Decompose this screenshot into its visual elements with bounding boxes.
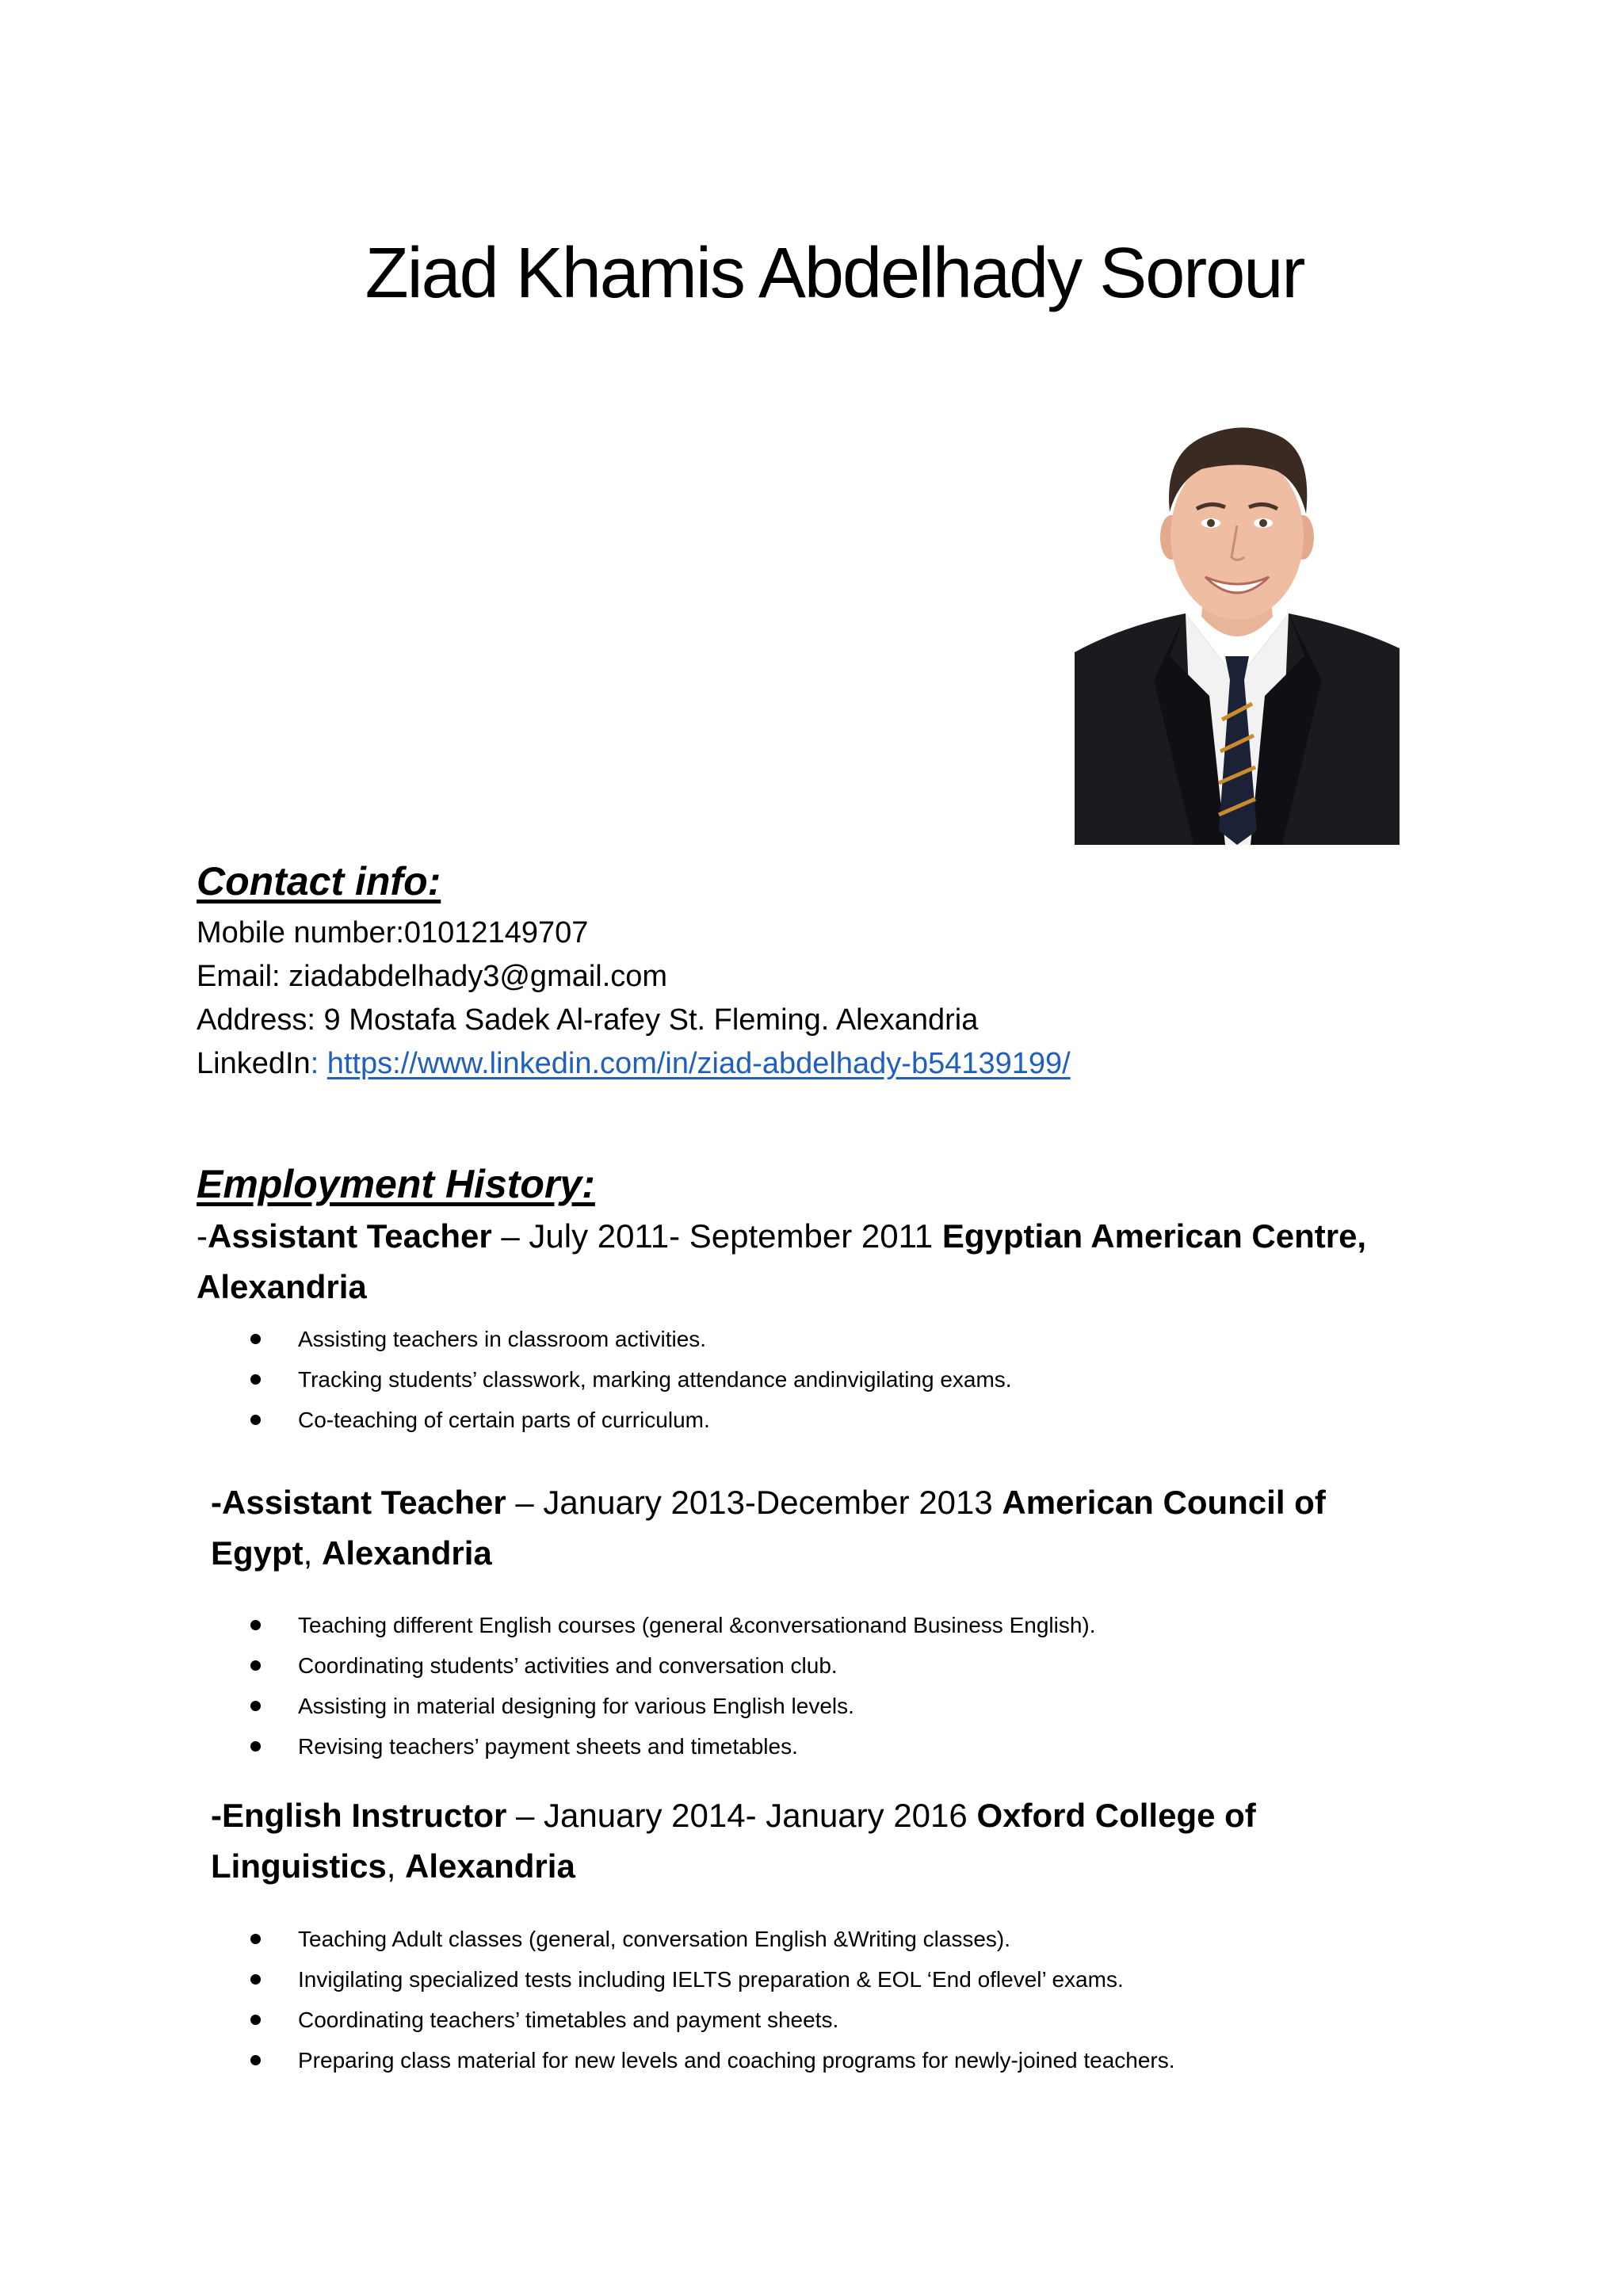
portrait-image	[1075, 418, 1400, 845]
job-org-separator: ,	[303, 1534, 323, 1572]
contact-heading: Contact info:	[197, 859, 441, 904]
job-city: Alexandria	[405, 1847, 575, 1885]
linkedin-link[interactable]: https://www.linkedin.com/in/ziad-abdelhady-b54139199/	[327, 1047, 1071, 1080]
list-item: Teaching different English courses (general &conversationand Business English).	[0, 1605, 1096, 1645]
job-dates: – January 2014- January 2016	[506, 1797, 977, 1834]
profile-photo	[1075, 418, 1400, 845]
job-organization: Egyptian American Centre, Alexandria	[197, 1217, 1367, 1305]
list-item: Tracking students’ classwork, marking attendance andinvigilating exams.	[0, 1359, 1012, 1400]
list-item: Invigilating specialized tests including IELTS preparation & EOL ‘End oflevel’ exams.	[0, 1959, 1175, 2000]
job-title: English Instructor	[222, 1797, 507, 1834]
list-item: Preparing class material for new levels and coaching programs for newly-joined teachers.	[0, 2040, 1175, 2080]
list-item: Coordinating students’ activities and conversation club.	[0, 1645, 1096, 1686]
contact-email: Email: ziadabdelhady3@gmail.com	[197, 960, 668, 993]
job-dates: – January 2013-December 2013	[506, 1484, 1002, 1521]
list-item: Coordinating teachers’ timetables and payment sheets.	[0, 2000, 1175, 2040]
job-entry-header	[197, 1211, 1409, 1312]
job-organization: American Council of Egypt	[211, 1484, 1326, 1572]
employment-heading: Employment History:	[197, 1162, 595, 1206]
job-prefix: -	[211, 1797, 222, 1834]
job-entry-header	[211, 1477, 1368, 1579]
linkedin-separator: :	[310, 1047, 327, 1080]
job-bullet-list	[0, 1919, 1175, 2080]
list-item: Co-teaching of certain parts of curriculum.	[0, 1400, 1012, 1440]
job-entry-header	[211, 1790, 1344, 1892]
list-item: Revising teachers’ payment sheets and timetables.	[0, 1726, 1096, 1767]
contact-mobile: Mobile number:01012149707	[197, 916, 589, 949]
job-dates: – July 2011- September 2011	[491, 1217, 942, 1255]
list-item: Assisting teachers in classroom activities.	[0, 1319, 1012, 1359]
job-org-separator: ,	[386, 1847, 406, 1885]
list-item: Teaching Adult classes (general, conversation English &Writing classes).	[0, 1919, 1175, 1959]
job-prefix: -	[211, 1484, 222, 1521]
job-bullet-list	[0, 1319, 1012, 1440]
job-organization: Oxford College of Linguistics	[211, 1797, 1256, 1885]
job-bullet-list	[0, 1605, 1096, 1767]
list-item: Assisting in material designing for various English levels.	[0, 1686, 1096, 1726]
job-title: Assistant Teacher	[208, 1217, 492, 1255]
job-prefix: -	[197, 1217, 208, 1255]
contact-linkedin	[197, 1049, 1071, 1079]
contact-address: Address: 9 Mostafa Sadek Al-rafey St. Fleming. Alexandria	[197, 1003, 979, 1037]
linkedin-label: LinkedIn	[197, 1047, 311, 1080]
resume-name: Ziad Khamis Abdelhady Sorour	[365, 234, 1304, 313]
job-city: Alexandria	[322, 1534, 492, 1572]
job-title: Assistant Teacher	[222, 1484, 506, 1521]
